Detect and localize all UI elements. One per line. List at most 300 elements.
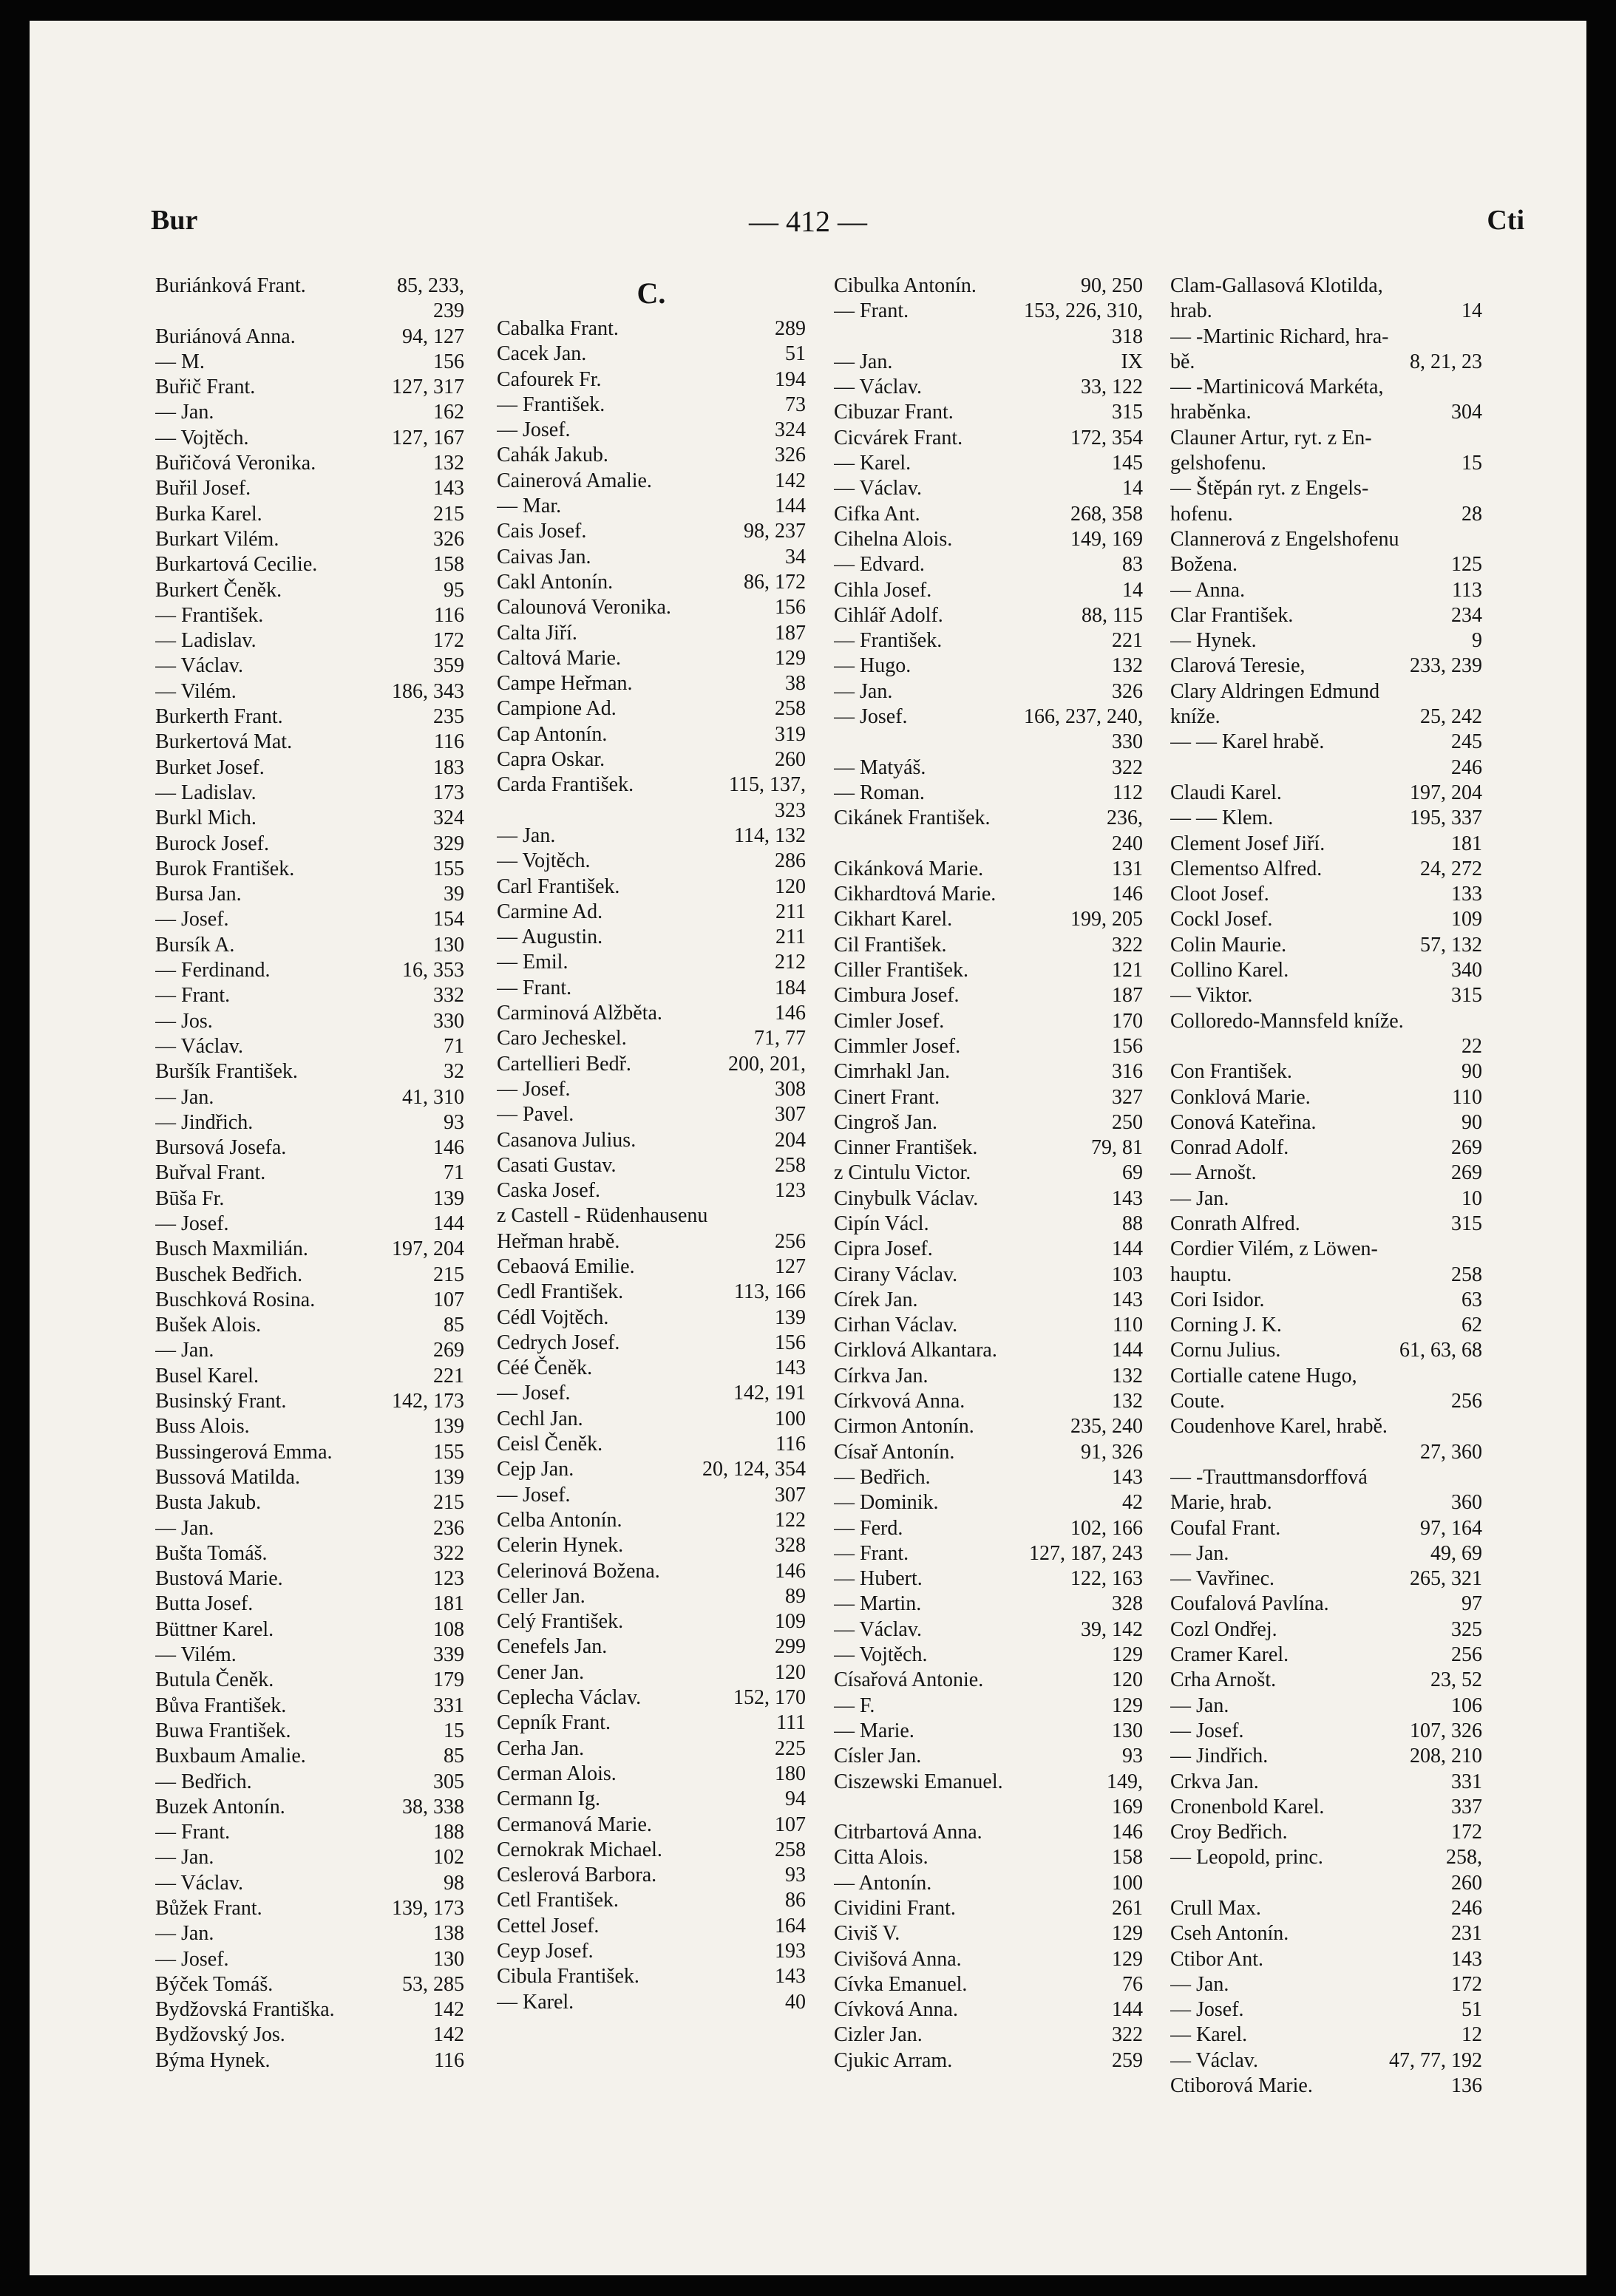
entry-page-numbers: 326 — [1107, 679, 1143, 704]
entry-page-numbers: 123 — [770, 1178, 806, 1203]
entry-name: Cívka Emanuel. — [834, 1972, 968, 1996]
entry-name: Cibulka Antonín. — [834, 274, 977, 297]
entry-page-numbers: 24, 272 — [1416, 857, 1482, 882]
entry-page-numbers: 63 — [1457, 1288, 1482, 1313]
entry-page-numbers: 127, 187, 243 — [1025, 1541, 1143, 1566]
entry-page-numbers: 260 — [770, 747, 806, 772]
entry-name: Bušek Alois. — [155, 1314, 262, 1337]
entry-page-numbers: 323 — [775, 798, 806, 822]
entry-page-numbers: 197, 204 — [1405, 781, 1482, 806]
entry-page-numbers: 115, 137, — [724, 772, 806, 798]
index-entry — [1170, 2048, 1482, 2073]
index-entry — [497, 1457, 806, 1482]
entry-page-numbers: 143 — [1107, 1465, 1143, 1490]
entry-name: — Mar. — [497, 495, 562, 518]
entry-page-numbers: 172, 354 — [1066, 426, 1143, 451]
index-entry — [1170, 679, 1482, 704]
index-entry — [155, 1845, 464, 1870]
entry-name: Campione Ad. — [497, 697, 617, 721]
index-entry — [1170, 1110, 1482, 1135]
entry-page-numbers: 16, 353 — [398, 958, 464, 983]
entry-name: Celba Antonín. — [497, 1508, 622, 1532]
entry-name: Cernokrak Michael. — [497, 1838, 662, 1861]
index-entry — [1170, 1997, 1482, 2022]
entry-name: — Frant. — [155, 1821, 231, 1844]
index-entry — [1170, 1643, 1482, 1668]
index-entry — [497, 519, 806, 544]
entry-page-numbers: 86, 172 — [739, 570, 806, 595]
entry-page-numbers: 121 — [1107, 958, 1143, 983]
entry-name: Buřil Josef. — [155, 477, 251, 500]
index-entry — [1170, 882, 1482, 907]
entry-name: Cejp Jan. — [497, 1458, 574, 1481]
index-entry — [497, 367, 806, 393]
entry-page-numbers: 326 — [770, 443, 806, 468]
entry-page-numbers: 133 — [1447, 882, 1482, 907]
index-entry — [155, 704, 464, 730]
index-entry — [497, 1634, 806, 1660]
entry-name: Cirmon Antonín. — [834, 1415, 974, 1439]
index-entry — [1170, 1566, 1482, 1592]
index-entry — [497, 1305, 806, 1331]
entry-name: Ctibor Ant. — [1170, 1947, 1264, 1971]
index-entry — [155, 653, 464, 679]
header-right-keyword: Cti — [1487, 205, 1524, 236]
entry-name: — Václav. — [834, 376, 922, 399]
entry-page-numbers: 86 — [781, 1888, 806, 1913]
entry-name: Ciller František. — [834, 959, 968, 982]
entry-name: — Ladislav. — [155, 629, 257, 653]
entry-name: Cseh Antonín. — [1170, 1922, 1289, 1946]
entry-page-numbers: 130 — [1107, 1719, 1143, 1744]
entry-name: Bydžovský Jos. — [155, 2023, 285, 2047]
header-left-keyword: Bur — [151, 205, 198, 236]
index-entry — [1170, 299, 1482, 324]
entry-page-numbers: 110 — [1447, 1085, 1482, 1110]
entry-name: Cafourek Fr. — [497, 367, 602, 391]
entry-name: Cihelna Alois. — [834, 527, 953, 551]
index-entry — [155, 907, 464, 932]
entry-page-numbers: 152, 170 — [729, 1685, 806, 1711]
entry-page-numbers: 181 — [1447, 832, 1482, 857]
page-header — [30, 189, 1586, 241]
entry-name: Buss Alois. — [155, 1415, 250, 1439]
entry-name: Cermann Ig. — [497, 1787, 600, 1811]
index-entry — [1170, 1364, 1482, 1389]
entry-page-numbers: 142 — [770, 469, 806, 494]
entry-name: Cinert Frant. — [834, 1085, 940, 1109]
entry-page-numbers: 139, 173 — [387, 1896, 464, 1921]
index-entry — [834, 1212, 1143, 1237]
index-entry — [834, 1972, 1143, 1997]
entry-name: Cerha Jan. — [497, 1736, 585, 1760]
entry-name: Cordier Vilém, z Löwen- — [1170, 1237, 1378, 1261]
index-entry — [155, 679, 464, 704]
index-column-3 — [834, 274, 1143, 2073]
index-entry — [1170, 603, 1482, 628]
index-entry — [834, 1668, 1143, 1693]
entry-page-numbers: 107 — [429, 1288, 464, 1313]
entry-name: — Frant. — [834, 299, 909, 323]
entry-name: Bussová Matilda. — [155, 1465, 300, 1489]
entry-page-numbers: 187 — [770, 621, 806, 646]
index-entry — [1170, 1490, 1482, 1515]
index-entry — [834, 375, 1143, 400]
index-entry — [155, 730, 464, 755]
entry-name: — Bedřich. — [834, 1465, 931, 1489]
entry-name: — František. — [155, 603, 264, 627]
index-entry — [155, 426, 464, 451]
entry-page-numbers: 156 — [770, 595, 806, 620]
entry-name: — Ladislav. — [155, 781, 257, 804]
entry-page-numbers: 180 — [770, 1762, 806, 1787]
entry-name: Cartellieri Bedř. — [497, 1052, 631, 1076]
index-entry — [834, 1059, 1143, 1084]
index-entry — [834, 2048, 1143, 2073]
entry-page-numbers: 327 — [1107, 1085, 1143, 1110]
index-entry — [1170, 806, 1482, 831]
entry-page-numbers: 116 — [430, 2048, 464, 2073]
entry-name: Crkva Jan. — [1170, 1770, 1259, 1793]
index-entry — [1170, 1592, 1482, 1617]
index-entry — [1170, 375, 1482, 400]
index-entry — [497, 900, 806, 925]
index-entry — [834, 1364, 1143, 1389]
entry-name: Carminová Alžběta. — [497, 1002, 662, 1025]
entry-page-numbers: 93 — [439, 1110, 464, 1135]
index-entry — [497, 1685, 806, 1711]
index-entry — [497, 1026, 806, 1051]
index-entry — [155, 502, 464, 527]
entry-page-numbers: 88 — [1118, 1212, 1143, 1237]
index-entry — [155, 1212, 464, 1237]
entry-name: — Josef. — [155, 908, 229, 931]
entry-page-numbers: 71 — [439, 1034, 464, 1059]
entry-name: — Hugo. — [834, 654, 911, 678]
entry-page-numbers: 122 — [770, 1508, 806, 1533]
index-entry — [155, 1541, 464, 1566]
entry-page-numbers: 89 — [781, 1584, 806, 1609]
entry-page-numbers: 110 — [1108, 1313, 1143, 1338]
index-entry — [834, 1009, 1143, 1034]
entry-name: Cimmler Josef. — [834, 1034, 961, 1058]
entry-page-numbers: 138 — [429, 1921, 464, 1946]
entry-page-numbers: 132 — [1107, 653, 1143, 679]
index-entry — [497, 1660, 806, 1685]
entry-name: — Vavřinec. — [1170, 1567, 1274, 1591]
entry-name: — Hubert. — [834, 1567, 923, 1591]
entry-page-numbers: IX — [1116, 350, 1143, 375]
index-entry — [1170, 983, 1482, 1008]
index-entry — [1170, 350, 1482, 375]
index-entry — [497, 1128, 806, 1153]
entry-page-numbers: 256 — [1447, 1643, 1482, 1668]
section-letter: C. — [636, 276, 666, 310]
index-column-1 — [155, 274, 464, 2073]
index-entry — [1170, 1440, 1482, 1465]
index-entry — [834, 1820, 1143, 1845]
entry-name: Bursík A. — [155, 933, 235, 957]
index-entry — [834, 274, 1143, 299]
entry-page-numbers: 319 — [770, 722, 806, 747]
entry-name: — Josef. — [834, 705, 908, 729]
entry-name: Civišová Anna. — [834, 1947, 962, 1971]
index-entry — [834, 1694, 1143, 1719]
entry-page-numbers: 332 — [429, 983, 464, 1008]
index-entry — [1170, 781, 1482, 806]
entry-name: Citta Alois. — [834, 1846, 928, 1869]
index-entry — [1170, 1313, 1482, 1338]
entry-page-numbers: 69 — [1118, 1161, 1143, 1186]
index-entry — [497, 1407, 806, 1432]
entry-name: Cainerová Amalie. — [497, 469, 652, 492]
index-entry — [834, 2022, 1143, 2048]
index-entry — [834, 1896, 1143, 1921]
entry-page-numbers: 100 — [1107, 1871, 1143, 1896]
index-entry — [155, 1237, 464, 1262]
entry-page-numbers: 156 — [1107, 1034, 1143, 1059]
entry-page-numbers: 308 — [770, 1077, 806, 1102]
index-entry — [155, 375, 464, 400]
index-entry — [1170, 1263, 1482, 1288]
entry-page-numbers: 71, 77 — [750, 1026, 806, 1051]
entry-name: — Frant. — [834, 1541, 909, 1565]
entry-name: Cozl Ondřej. — [1170, 1617, 1277, 1641]
index-entry — [497, 772, 806, 798]
index-entry — [1170, 1820, 1482, 1845]
entry-page-numbers: 236 — [429, 1516, 464, 1541]
entry-name: — Antonín. — [834, 1871, 932, 1895]
entry-name: hraběnka. — [1170, 401, 1252, 424]
index-entry — [155, 451, 464, 476]
index-entry — [155, 1009, 464, 1034]
entry-name: — Frant. — [155, 984, 231, 1008]
entry-page-numbers: 162 — [429, 400, 464, 425]
entry-page-numbers: 304 — [1447, 400, 1482, 425]
index-entry — [1170, 1085, 1482, 1110]
index-entry — [834, 1440, 1143, 1465]
index-entry — [1170, 933, 1482, 958]
entry-page-numbers: 326 — [429, 527, 464, 552]
entry-page-numbers: 90 — [1457, 1059, 1482, 1084]
entry-name: Claudi Karel. — [1170, 781, 1282, 804]
entry-name: — Hynek. — [1170, 629, 1257, 653]
index-entry — [155, 1592, 464, 1617]
entry-name: — František. — [497, 393, 605, 416]
entry-page-numbers: 143 — [1107, 1186, 1143, 1212]
entry-page-numbers: 136 — [1447, 2073, 1482, 2099]
entry-page-numbers: 260 — [1451, 1871, 1482, 1895]
index-entry — [1170, 451, 1482, 476]
index-entry — [497, 1432, 806, 1457]
index-entry — [155, 1440, 464, 1465]
entry-page-numbers: 221 — [429, 1364, 464, 1389]
index-entry — [834, 400, 1143, 425]
entry-name: Cedl František. — [497, 1280, 624, 1304]
entry-name: Cipín Václ. — [834, 1212, 929, 1235]
index-entry — [1170, 1541, 1482, 1566]
entry-page-numbers: 256 — [1447, 1389, 1482, 1414]
entry-name: Bustová Marie. — [155, 1567, 283, 1591]
entry-page-numbers: 234 — [1447, 603, 1482, 628]
entry-page-numbers: 200, 201, — [724, 1052, 806, 1077]
entry-page-numbers: 146 — [429, 1135, 464, 1161]
entry-page-numbers: 143 — [770, 1964, 806, 1989]
entry-name: Cloot Josef. — [1170, 883, 1269, 906]
index-entry — [155, 1338, 464, 1363]
entry-name: Celerinová Božena. — [497, 1559, 660, 1583]
index-entry — [155, 1135, 464, 1161]
entry-name: — Štěpán ryt. z Engels- — [1170, 477, 1369, 500]
entry-name: Casati Gustav. — [497, 1153, 617, 1177]
entry-name: Býma Hynek. — [155, 2048, 271, 2072]
entry-name: Buschek Bedřich. — [155, 1263, 303, 1286]
entry-page-numbers: 315 — [1447, 1212, 1482, 1237]
index-entry — [155, 1313, 464, 1338]
entry-name: — Jan. — [1170, 1694, 1229, 1717]
index-entry — [834, 1110, 1143, 1135]
entry-page-numbers: 315 — [1107, 400, 1143, 425]
entry-page-numbers: 269 — [429, 1338, 464, 1363]
index-entry — [497, 1990, 806, 2015]
entry-page-numbers: 42 — [1118, 1490, 1143, 1515]
index-entry — [497, 646, 806, 671]
entry-name: Církvová Anna. — [834, 1390, 965, 1413]
entry-name: — Augustin. — [497, 925, 603, 949]
entry-page-numbers: 143 — [1107, 1288, 1143, 1313]
index-entry — [155, 1364, 464, 1389]
entry-name: Ceyp Josef. — [497, 1940, 594, 1963]
entry-name: — Jan. — [155, 1922, 214, 1946]
entry-page-numbers: 112 — [1108, 781, 1143, 806]
entry-page-numbers: 235, 240 — [1066, 1414, 1143, 1439]
entry-name: Clam-Gallasová Klotilda, — [1170, 274, 1383, 297]
index-entry — [155, 1947, 464, 1972]
entry-name: Cenefels Jan. — [497, 1635, 608, 1659]
index-entry — [1170, 476, 1482, 501]
entry-page-numbers: 129 — [1107, 1921, 1143, 1946]
entry-page-numbers: 258 — [770, 1838, 806, 1863]
entry-page-numbers: 359 — [429, 653, 464, 679]
entry-name: Caro Jecheskel. — [497, 1027, 627, 1050]
entry-name: Bušta Tomáš. — [155, 1541, 268, 1565]
entry-page-numbers: 9 — [1467, 628, 1482, 653]
entry-name: Carl František. — [497, 874, 620, 898]
entry-page-numbers: 316 — [1107, 1059, 1143, 1084]
index-entry — [1170, 1770, 1482, 1795]
entry-page-numbers: 51 — [1457, 1997, 1482, 2022]
entry-name: Cihlář Adolf. — [834, 603, 943, 627]
entry-name: gelshofenu. — [1170, 452, 1266, 475]
entry-page-numbers: 23, 52 — [1426, 1668, 1482, 1693]
index-entry — [1170, 578, 1482, 603]
entry-name: Conrad Adolf. — [1170, 1136, 1289, 1160]
entry-page-numbers: 149, — [1102, 1770, 1143, 1795]
entry-name: — Dominik. — [834, 1491, 939, 1515]
entry-page-numbers: 146 — [1107, 1820, 1143, 1845]
entry-page-numbers: 97, 164 — [1416, 1516, 1482, 1541]
entry-page-numbers: 88, 115 — [1077, 603, 1143, 628]
entry-name: Cikhart Karel. — [834, 908, 953, 931]
entry-page-numbers: 144 — [429, 1212, 464, 1237]
entry-page-numbers: 90, 250 — [1076, 274, 1143, 299]
entry-name: Clar František. — [1170, 603, 1294, 627]
entry-page-numbers: 208, 210 — [1405, 1744, 1482, 1769]
index-entry — [155, 755, 464, 781]
entry-name: Cikánková Marie. — [834, 857, 984, 880]
entry-page-numbers: 179 — [429, 1668, 464, 1693]
entry-name: Capra Oskar. — [497, 748, 605, 772]
entry-page-numbers: 33, 122 — [1076, 375, 1143, 400]
index-entry — [1170, 1668, 1482, 1693]
index-entry — [834, 1490, 1143, 1515]
entry-name: Cirhan Václav. — [834, 1314, 958, 1337]
entry-name: — Vojtěch. — [834, 1643, 928, 1667]
entry-page-numbers: 95 — [439, 578, 464, 603]
index-entry — [834, 1465, 1143, 1490]
index-entry — [155, 476, 464, 501]
entry-page-numbers: 108 — [429, 1617, 464, 1643]
entry-name: Burok František. — [155, 857, 295, 880]
entry-page-numbers: 259 — [1107, 2048, 1143, 2073]
entry-name: Celerin Hynek. — [497, 1534, 624, 1558]
entry-page-numbers: 156 — [429, 350, 464, 375]
entry-page-numbers: 22 — [1461, 1034, 1482, 1058]
entry-page-numbers: 142, 173 — [387, 1389, 464, 1414]
entry-name: — Josef. — [1170, 1998, 1244, 2022]
index-entry — [497, 1331, 806, 1356]
entry-name: — Vilém. — [155, 679, 237, 703]
index-entry — [155, 552, 464, 577]
entry-name: Cener Jan. — [497, 1660, 585, 1684]
entry-name: — Václav. — [155, 1034, 243, 1058]
entry-page-numbers: 172 — [429, 628, 464, 653]
entry-name: Cifka Ant. — [834, 502, 920, 526]
index-entry — [834, 552, 1143, 577]
index-entry — [155, 1161, 464, 1186]
entry-name: Cimbura Josef. — [834, 984, 960, 1008]
index-entry — [834, 1592, 1143, 1617]
index-entry — [1170, 1744, 1482, 1769]
entry-page-numbers: 322 — [1107, 755, 1143, 781]
index-entry — [497, 570, 806, 595]
index-entry — [834, 1744, 1143, 1769]
index-entry — [497, 1508, 806, 1533]
entry-name: Businský Frant. — [155, 1390, 287, 1413]
entry-name: Collino Karel. — [1170, 959, 1289, 982]
entry-name: Burkert Čeněk. — [155, 578, 282, 602]
entry-name: Cil František. — [834, 933, 947, 957]
index-entry — [497, 1483, 806, 1508]
index-entry — [497, 874, 806, 900]
index-entry — [155, 274, 464, 299]
index-entry — [834, 1921, 1143, 1946]
entry-page-numbers: 215 — [429, 1263, 464, 1288]
index-entry — [1170, 2022, 1482, 2048]
index-entry — [155, 983, 464, 1008]
entry-page-numbers: 322 — [1107, 2022, 1143, 2048]
entry-page-numbers: 109 — [1447, 907, 1482, 932]
index-entry — [1170, 1516, 1482, 1541]
entry-page-numbers: 299 — [770, 1634, 806, 1660]
entry-page-numbers: 102, 166 — [1066, 1516, 1143, 1541]
entry-page-numbers: 307 — [770, 1483, 806, 1508]
entry-page-numbers: 41, 310 — [398, 1085, 464, 1110]
index-entry — [497, 798, 806, 823]
entry-name: — -Martinic Richard, hra- — [1170, 325, 1389, 348]
entry-name: Cinner František. — [834, 1136, 978, 1160]
entry-page-numbers: 53, 285 — [398, 1972, 464, 1997]
